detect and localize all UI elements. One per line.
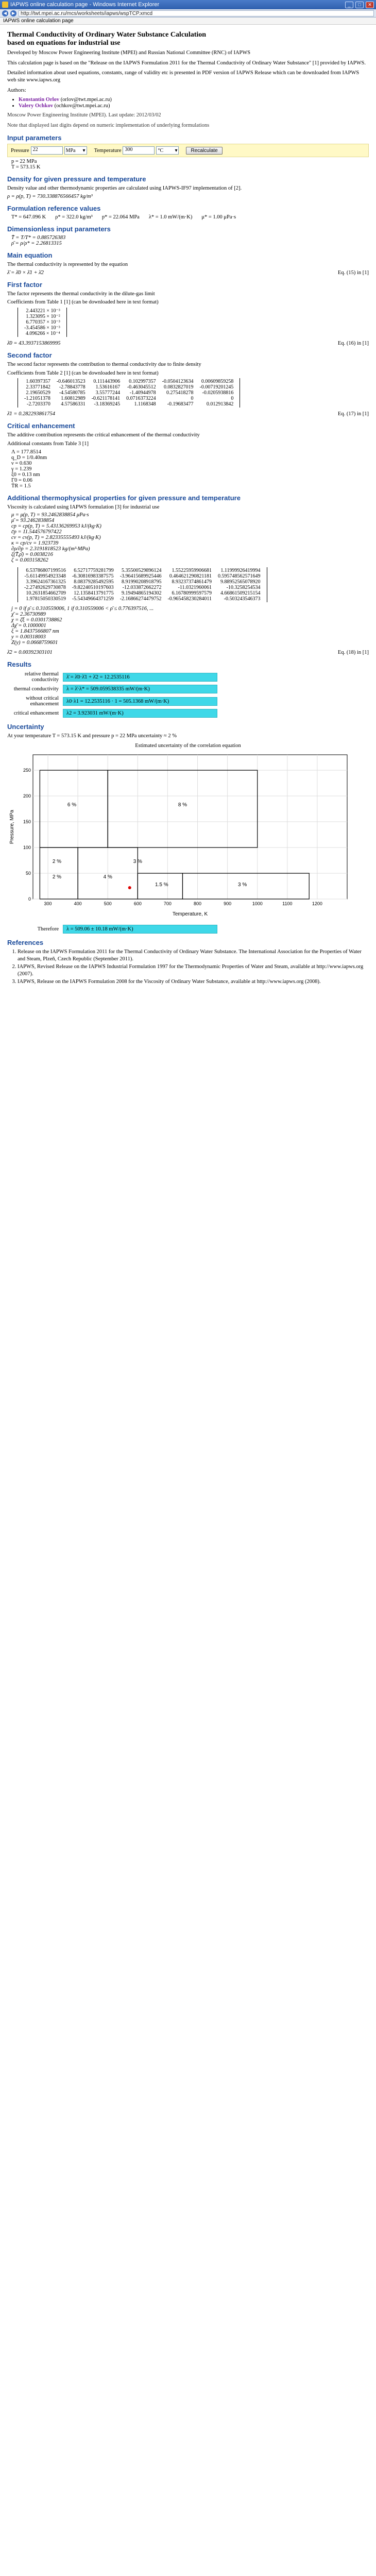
matrix-cell: -3.96415689925446 [119, 573, 162, 580]
temperature-unit-value: °C [158, 147, 164, 154]
x-axis-label: Temperature, K [172, 911, 208, 917]
back-icon[interactable]: ◀ [2, 10, 8, 16]
pressure-unit-select[interactable] [64, 146, 87, 155]
result-row [7, 685, 369, 693]
eq-number: Eq. (15) in [1] [337, 269, 369, 276]
results-panel [7, 671, 369, 718]
author-item [19, 103, 369, 109]
main-equation [7, 270, 369, 276]
matrix-cell: 0 [231, 396, 234, 402]
x-tick-label: 1000 [252, 901, 263, 906]
uncertainty-text: At your temperature T = 573.15 K and pressure p = 22 MPa uncertainty ≈ 2 % [7, 733, 177, 739]
reference-item: 2. IAPWS, Revised Release on the IAPWS Industrial Formulation 1997 for the Thermodynamic Properties of Water and Steam, available at http://www.iapws.org (2007). [18, 963, 369, 977]
y-tick-label: 200 [23, 793, 31, 799]
main-eq-text: λ̄ = λ̄0 × λ̄1 + λ̄2 [7, 269, 44, 276]
temperature-group [94, 146, 179, 155]
author-email: (ochkov@twt.mpei.ac.ru) [54, 103, 110, 109]
result-value: λ̄ = λ̄0·λ̄1 + λ̄2 = 12.2535116 [63, 673, 217, 682]
coefficients-L-matrix [18, 378, 240, 408]
matrix-cell: -11.0321960061 [178, 585, 212, 591]
matrix-cell: 3.55777244 [95, 390, 121, 396]
region-label: 8 % [178, 802, 187, 808]
matrix-row [21, 573, 264, 579]
x-tick-label: 1100 [282, 901, 293, 906]
matrix-cell: 1.53616167 [95, 384, 121, 391]
matrix-cell: 8.93237374861479 [172, 579, 212, 585]
uncertainty-chart [7, 743, 369, 922]
matrix-cell: -2.78843778 [59, 384, 86, 391]
tab-label[interactable]: IAPWS online calculation page [0, 18, 376, 25]
chevron-down-icon: ▾ [82, 147, 86, 154]
additional-props-heading: Additional thermophysical properties for given pressure and temperature [7, 494, 241, 502]
matrix-cell: -5.61149954923348 [24, 573, 66, 580]
window-titlebar [0, 0, 376, 9]
matrix-cell: 0.464621290821181 [169, 573, 212, 580]
zeta-dim: ζ(T̄,ρ̄) = 0.0038216 [11, 552, 53, 558]
title-line-2: based on equations for industrial use [7, 39, 121, 47]
result-label: thermal conductivity [13, 686, 59, 692]
matrix-row [21, 590, 264, 596]
page-title [7, 31, 369, 47]
constant: q_D = 1/0.40nm [11, 454, 47, 461]
main-equation-heading: Main equation [7, 251, 53, 260]
first-factor-desc: The factor represents the thermal conductivity in the dilute-gas limit [7, 291, 155, 297]
x-tick-label: 900 [224, 901, 232, 906]
matrix-row [21, 568, 264, 573]
critical-desc: The additive contribution represents the critical enhancement of the thermal conductivity [7, 432, 200, 438]
region-label: 4 % [103, 874, 112, 880]
ref-value: p* = 22.064 MPa [101, 214, 140, 221]
matrix-row [21, 390, 236, 396]
temperature-input[interactable]: 300 [123, 146, 155, 155]
matrix-cell: -4.54580785 [59, 390, 86, 396]
coefficients-A-matrix [18, 567, 267, 602]
x-tick-label: 600 [133, 901, 142, 906]
window-title: IAPWS online calculation page - Windows Internet Explorer [10, 2, 160, 8]
lambda1-eq-text: λ̄1 = 0.282293861754 [7, 411, 56, 417]
input-panel [7, 144, 369, 157]
region-label: 2 % [52, 874, 62, 880]
matrix-row [21, 396, 236, 401]
author-link[interactable]: Konstantin Orlov [19, 97, 60, 103]
matrix-cell: 8.08379285492595 [74, 579, 114, 585]
matrix-cell: 0 [191, 396, 194, 402]
region-label: 6 % [67, 802, 77, 808]
maximize-button[interactable]: □ [355, 2, 364, 8]
matrix-cell: 0.012913842 [206, 401, 234, 408]
pressure-input[interactable]: 22 [31, 146, 63, 155]
matrix-cell: -6.30816983387575 [72, 573, 114, 580]
matrix-cell: -5.54349664371259 [72, 596, 114, 602]
page-content [0, 25, 376, 990]
first-factor-heading: First factor [7, 280, 42, 289]
intro [7, 49, 369, 129]
z-eq: Z(y) = 0.0668759601 [11, 640, 58, 646]
eq-number: Eq. (17) in [1] [337, 411, 369, 417]
authors-label: Authors: [7, 87, 26, 93]
second-factor-desc: The second factor represents the contribution to thermal conductivity due to finite density [7, 362, 201, 368]
results-heading: Results [7, 660, 31, 669]
matrix-cell: -2.7203370 [27, 401, 50, 408]
matrix-cell: -0.621178141 [91, 396, 121, 402]
drho-dp: ∂ρ/∂p = 2.3191818523 kg/(m³·MPa) [11, 546, 90, 552]
cp-bar: c̄p = 11.544576797422 [11, 529, 62, 535]
derived-inputs [11, 159, 369, 170]
matrix-cell: 0.0716373224 [126, 396, 156, 402]
matrix-cell: 6.52717759281799 [74, 568, 114, 574]
viscosity-eq: μ = μ(p, T) = 93.2462838854 μPa·s [11, 512, 89, 518]
region-label: 1.5 % [155, 882, 168, 888]
matrix-row [21, 579, 264, 585]
eq-number: Eq. (18) in [1] [337, 650, 369, 656]
intro-developer: Developed by Moscow Power Engineering Institute (MPEI) and Russian National Committee (RNC) of IAPWS [7, 50, 251, 56]
matrix-row [21, 585, 264, 590]
critical-consts: Additional constants from Table 3 [1] [7, 440, 89, 447]
matrix-row [21, 379, 236, 384]
j-range: j = 0 if ρ̄ ≤ 0.310559006, 1 if 0.310559006 < ρ̄ ≤ 0.776397516, ... [11, 606, 154, 612]
constant: Γ0 = 0.06 [11, 477, 32, 483]
cv-eq: cv = cv(p, T) = 2.82335555493 kJ/(kg·K) [11, 535, 101, 541]
recalculate-button[interactable]: Recalculate [186, 147, 222, 155]
result-label: without critical enhancement [26, 696, 59, 707]
result-value: λ0·λ1 = 12.2535116 · 1 = 505.1368 mW/(m·K) [63, 697, 217, 706]
coeff-cell: 2.443221 × 10⁻³ [26, 308, 60, 314]
first-factor-coeffs: Coefficients from Table 1 [1] (can be downloaded here in text format) [7, 299, 159, 306]
matrix-cell: 0.102997357 [129, 379, 156, 385]
xi-eq: ξ = 1.8437566807 nm [11, 629, 59, 635]
therefore-value: λ = 509.06 ± 10.18 mW/(m·K) [63, 925, 217, 934]
main-equation-desc: The thermal conductivity is represented by the equation [7, 262, 128, 268]
y-tick-label: 50 [25, 870, 31, 876]
matrix-cell: -0.0504123634 [162, 379, 194, 385]
matrix-cell: -2.16866274479752 [119, 596, 162, 602]
constant: ν = 0.630 [11, 460, 32, 466]
matrix-cell: 0.111443906 [93, 379, 121, 385]
forward-icon[interactable]: ▶ [10, 10, 16, 16]
matrix-cell: 1.60397357 [26, 379, 50, 385]
temperature-unit-select[interactable] [156, 146, 179, 155]
constants-list [11, 449, 369, 489]
intro-details: Detailed information about used equations, constants, range of validity etc is presented in PDF version of IAPWS Release which can be downloaded from IAPWS web site www.iapws.org [7, 70, 360, 83]
matrix-cell: -10.3258254534 [226, 585, 261, 591]
matrix-cell: 0.275418278 [166, 390, 194, 396]
author-email: (orlov@twt.mpei.ac.ru) [60, 97, 112, 103]
matrix-cell: 6.53786807199516 [26, 568, 66, 574]
authors-list [19, 97, 369, 109]
matrix-cell: 0.00609859258 [201, 379, 234, 385]
result-label: critical enhancement [13, 710, 59, 717]
result-value: λ = λ̄·λ* = 509.059538335 mW/(m·K) [63, 685, 217, 693]
x-tick-label: 300 [44, 901, 52, 906]
formulation-heading: Formulation reference values [7, 205, 101, 213]
matrix-cell: 12.1358413791775 [74, 590, 114, 597]
matrix-cell: 1.11999926419994 [220, 568, 261, 574]
result-row [7, 671, 369, 683]
references [7, 939, 369, 986]
x-tick-label: 800 [194, 901, 202, 906]
uncertainty-heading: Uncertainty [7, 723, 44, 731]
region-label: 3 % [133, 858, 142, 865]
result-value: λ2 = 3.923031 mW/(m·K) [63, 709, 217, 718]
chevron-down-icon: ▾ [175, 147, 178, 154]
x-tick-label: 1200 [312, 901, 322, 906]
matrix-cell: 1.60812989 [61, 396, 86, 402]
matrix-cell: -0.965458230284011 [167, 596, 212, 602]
current-state-marker [128, 886, 131, 889]
coeff-cell: 1.323095 × 10⁻² [26, 314, 60, 320]
constant: γ = 1.239 [11, 466, 32, 472]
matrix-cell: 9.19494865194302 [122, 590, 162, 597]
matrix-cell: -0.503243546373 [224, 596, 261, 602]
cp-eq: cp = cp(p, T) = 5.43136269953 kJ/(kg·K) [11, 523, 101, 530]
delta-chi: Δχ̄ = 0.1000001 [11, 623, 46, 629]
references-list [18, 948, 369, 986]
matrix-cell: 2.19650529 [26, 390, 50, 396]
reference-values [11, 214, 369, 220]
coefficients-L-vector [18, 308, 67, 337]
matrix-cell: -9.82240510197603 [72, 585, 114, 591]
ref-value: μ* = 1.00 μPa·s [201, 214, 236, 221]
matrix-cell: -2.27492629730878 [24, 585, 66, 591]
region-label: 2 % [52, 858, 62, 865]
matrix-cell: 2.33771842 [26, 384, 50, 391]
matrix-cell: -0.463045512 [127, 384, 156, 391]
minimize-button[interactable]: _ [345, 2, 353, 8]
additional-desc: Viscosity is calculated using IAPWS formulation [3] for industrial use [7, 504, 160, 510]
pressure-label: Pressure [11, 147, 29, 154]
second-factor-coeffs: Coefficients from Table 2 [1] (can be downloaded here in text format) [7, 370, 159, 376]
derived-temperature: T = 573.15 K [11, 164, 41, 171]
density-heading: Density for given pressure and temperature [7, 175, 146, 183]
heat-ratio: κ = cp/cv = 1.923739 [11, 540, 59, 547]
dimensionless-values [11, 235, 369, 246]
ref-value: λ* = 1.0 mW/(m·K) [148, 214, 193, 221]
lambda1-equation [7, 411, 369, 417]
thermo-props [11, 512, 369, 563]
tau-eq: T̄ = T/T* = 0.885726383 [11, 235, 66, 241]
coeff-cell: 4.096266 × 10⁻⁴ [25, 331, 60, 337]
y-axis-label: Pressure, MPa [9, 809, 15, 844]
matrix-row [21, 401, 236, 407]
matrix-cell: 6.16780999597579 [172, 590, 212, 597]
author-item [19, 97, 369, 103]
x-tick-label: 400 [74, 901, 82, 906]
ref-value: ρ* = 322.0 kg/m³ [55, 214, 93, 221]
constant: Λ = 177.8514 [11, 449, 41, 455]
y-tick-label: 150 [23, 819, 31, 824]
pressure-group [11, 146, 87, 155]
density-eq-text: ρ = ρ(p, T) = 730.338876566457 kg/m³ [7, 194, 93, 200]
eq-number: Eq. (16) in [1] [337, 341, 369, 347]
density-desc: Density value and other thermodynamic properties are calculated using IAPWS-IF97 implementation of [2]. [7, 185, 242, 192]
matrix-cell: 4.66861509215154 [220, 590, 261, 597]
matrix-cell: 5.35500529896124 [122, 568, 162, 574]
matrix-cell: -1.40944978 [129, 390, 156, 396]
constant: T̄R = 1.5 [11, 483, 31, 489]
region-label: 3 % [238, 882, 247, 888]
x-tick-label: 700 [163, 901, 172, 906]
coeff-cell: 6.770357 × 10⁻³ [26, 319, 60, 326]
matrix-cell: -0.646013523 [56, 379, 86, 385]
matrix-cell: -3.18369245 [94, 401, 121, 408]
lambda0-eq-text: λ̄0 = 43.3937153869995 [7, 341, 61, 347]
critical-heading: Critical enhancement [7, 422, 75, 430]
lambda0-equation [7, 341, 369, 346]
references-heading: References [7, 938, 44, 946]
matrix-cell: 0.0832827019 [164, 384, 194, 391]
ref-value: T* = 647.096 K [11, 214, 46, 221]
viscosity-bar: μ̄ = 93.2462838854 [11, 518, 55, 524]
result-row [7, 696, 369, 707]
y-eq: y = 0.00318003 [11, 634, 46, 640]
matrix-cell: 9.88952565078920 [220, 579, 261, 585]
zeta-val: ζ = 0.003158262 [11, 557, 48, 564]
result-row [7, 709, 369, 718]
matrix-cell: 3.39624167361325 [26, 579, 66, 585]
matrix-row [21, 596, 264, 602]
constant: ξ0 = 0.13 nm [11, 471, 40, 478]
y-tick-label: 0 [28, 896, 31, 902]
matrix-cell: 10.2631854662709 [26, 590, 66, 597]
derived-pressure: p = 22 MPa [11, 159, 37, 165]
chart-title: Estimated uncertainty of the correlation equation [135, 742, 241, 749]
browser-icon [2, 2, 8, 8]
matrix-cell: -0.0205938816 [202, 390, 234, 396]
x-tick-label: 500 [104, 901, 112, 906]
plot-frame [33, 755, 347, 899]
second-factor-heading: Second factor [7, 351, 52, 360]
matrix-cell: 1.55225959906681 [172, 568, 212, 574]
uncertainty-chart-svg [7, 750, 357, 920]
intro-release: This calculation page is based on the "Release on the IAPWS Formulation 2011 for the Thermal Conductivity of Ordinary Water Substance" [1] provided by IAPWS. [7, 60, 366, 66]
chi-dim: χ̄ = 2.36730989 [11, 612, 46, 618]
therefore-label: Therefore [37, 926, 59, 932]
close-button[interactable]: ✕ [366, 2, 374, 8]
author-link[interactable]: Valery Ochkov [19, 103, 53, 109]
matrix-cell: 8.91990208918795 [122, 579, 162, 585]
matrix-cell: 1.1168348 [134, 401, 156, 408]
reference-item: 1. Release on the IAPWS Formulation 2011 for the Thermal Conductivity of Ordinary Water Substance. The International Association for the Properties of Water and Steam, Plzeň, Czech Republic (September 2011). [18, 948, 369, 962]
address-bar [0, 9, 376, 18]
matrix-cell: 0.595748562571649 [218, 573, 261, 580]
last-update-note: Moscow Power Engineering Institute (MPEI). Last update: 2012/03/02 [7, 112, 161, 118]
matrix-row [21, 384, 236, 390]
lambda2-eq-text: λ̄2 = 0.00392303101 [7, 650, 53, 656]
chi-eq: χ = ζ̄ξ = 0.0301738862 [11, 617, 62, 623]
dimensionless-heading: Dimensionless input parameters [7, 225, 111, 233]
matrix-cell: 1.97815050330519 [26, 596, 66, 602]
reference-item: 3. IAPWS, Release on the IAPWS Formulation 2008 for the Viscosity of Ordinary Water Substance, available at http://www.iapws.org (2008). [18, 978, 369, 986]
digits-note: Note that displayed last digits depend on numeric implementation of underlying formulations [7, 122, 210, 128]
matrix-cell: -0.19683477 [167, 401, 194, 408]
input-parameters-heading: Input parameters [7, 134, 62, 142]
title-line-1: Thermal Conductivity of Ordinary Water Substance Calculation [7, 31, 207, 39]
y-tick-label: 250 [23, 767, 31, 773]
critical-values [11, 606, 369, 646]
url-field[interactable]: http://twt.mpei.ac.ru/mcs/worksheets/iapws/wspTCP.xmcd [19, 10, 374, 16]
matrix-cell: -1.21051378 [24, 396, 50, 402]
temperature-label: Temperature [94, 147, 122, 154]
matrix-cell: -12.033872662272 [122, 585, 162, 591]
therefore-row [7, 925, 369, 934]
matrix-cell: -0.00719201245 [199, 384, 234, 391]
lambda2-equation [7, 650, 369, 655]
density-equation [7, 194, 369, 199]
matrix-cell: 4.57586331 [61, 401, 86, 408]
rho-bar-eq: ρ̄ = ρ/ρ* = 2.26813315 [11, 241, 62, 247]
result-label: relative thermal conductivity [24, 671, 59, 683]
pressure-unit-value: MPa [65, 147, 76, 154]
y-tick-label: 100 [23, 844, 31, 850]
coeff-cell: -3.454586 × 10⁻³ [24, 325, 60, 331]
